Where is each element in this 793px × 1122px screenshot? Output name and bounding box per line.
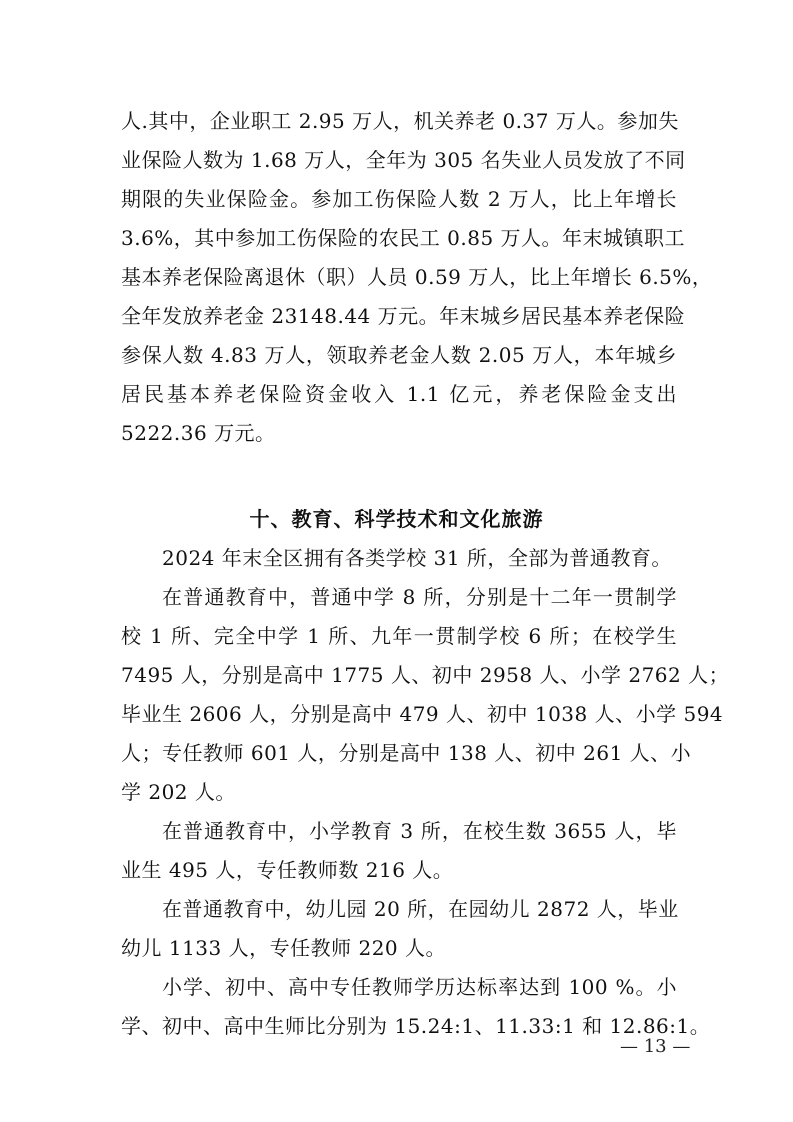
text-line: 学、初中、高中生师比分别为 15.24:1、11.33:1 和 12.86:1。: [121, 1014, 711, 1038]
text-line: 基本养老保险离退休（职）人员 0.59 万人，比上年增长 6.5%，: [121, 265, 713, 289]
page-number: — 13 —: [620, 1036, 691, 1057]
text-line: 人；专任教师 601 人，分别是高中 138 人、初中 261 人、小: [121, 741, 692, 765]
text-line: 在普通教育中，幼儿园 20 所，在园幼儿 2872 人，毕业: [162, 897, 679, 921]
text-line: 在普通教育中，普通中学 8 所，分别是十二年一贯制学: [162, 585, 677, 609]
text-line: 居民基本养老保险资金收入 1.1 亿元，养老保险金支出: [121, 382, 677, 406]
text-line: 在普通教育中，小学教育 3 所，在校生数 3655 人，毕: [162, 819, 677, 843]
section-heading: 十、教育、科学技术和文化旅游: [249, 507, 544, 531]
text-line: 业生 495 人，专任教师数 216 人。: [121, 858, 454, 882]
text-line: 业保险人数为 1.68 万人，全年为 305 名失业人员发放了不同: [121, 148, 686, 172]
text-line: 小学、初中、高中专任教师学历达标率达到 100 %。小: [162, 975, 677, 999]
text-line: 7495 人，分别是高中 1775 人、初中 2958 人、小学 2762 人；: [121, 663, 730, 687]
text-line: 3.6%，其中参加工伤保险的农民工 0.85 万人。年末城镇职工: [121, 226, 686, 250]
text-line: 毕业生 2606 人，分别是高中 479 人、初中 1038 人、小学 594: [121, 702, 724, 726]
text-line: 期限的失业保险金。参加工伤保险人数 2 万人，比上年增长: [121, 187, 677, 211]
text-line: 幼儿 1133 人，专任教师 220 人。: [121, 936, 447, 960]
text-line: 2024 年末全区拥有各类学校 31 所，全部为普通教育。: [162, 546, 672, 570]
text-line: 人.其中，企业职工 2.95 万人，机关养老 0.37 万人。参加失: [121, 109, 679, 133]
text-line: 参保人数 4.83 万人，领取养老金人数 2.05 万人，本年城乡: [121, 343, 677, 367]
text-line: 5222.36 万元。: [121, 421, 276, 445]
text-line: 全年发放养老金 23148.44 万元。年末城乡居民基本养老保险: [121, 304, 686, 328]
text-line: 学 202 人。: [121, 780, 236, 804]
text-line: 校 1 所、完全中学 1 所、九年一贯制学校 6 所；在校学生: [121, 624, 677, 648]
